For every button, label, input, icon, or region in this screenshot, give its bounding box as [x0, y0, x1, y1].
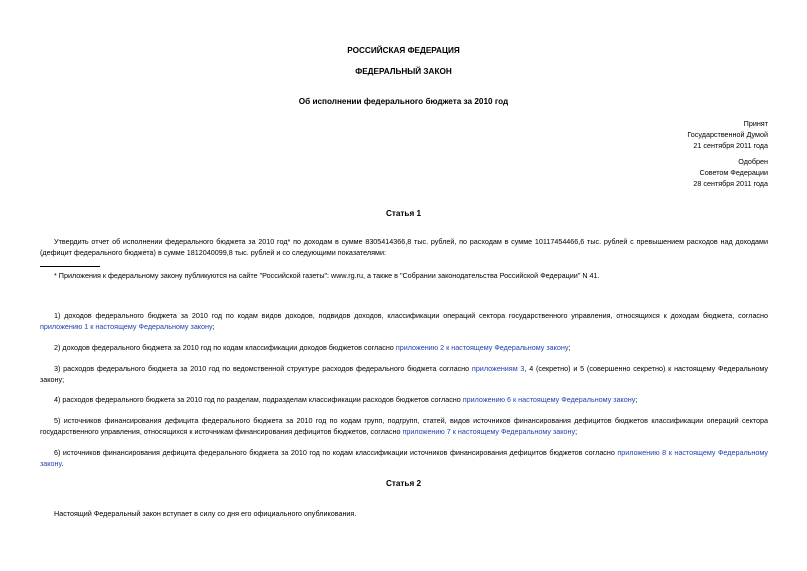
- footnote-separator: [40, 266, 100, 267]
- appendix-6-link[interactable]: приложению 6 к настоящему Федеральному закону: [462, 395, 636, 404]
- list-item: 4) расходов федерального бюджета за 2010 год по разделам, подразделам классификации расходов бюджетов согласно приложению 6 к настоящему Федеральному закону;: [54, 395, 638, 404]
- list-item: 5) источников финансирования дефицита федерального бюджета за 2010 год по кодам групп, подгрупп, статей, видов источников финансирования дефицитов бюджетов классификации операций сектора государственного управления, относящихся к источникам финансирования дефицитов бюджетов, согласно приложению 7 к настоящему Федеральному закону;: [40, 416, 768, 436]
- list-item: 2) доходов федерального бюджета за 2010 год по кодам классификации доходов бюджетов согласно приложению 2 к настоящему Федеральному закону;: [54, 343, 571, 352]
- article-2-text: Настоящий Федеральный закон вступает в силу со дня его официального опубликования.: [54, 509, 357, 518]
- accepted-line-2: Государственной Думой: [687, 130, 768, 139]
- appendix-3-link[interactable]: приложениям 3: [471, 364, 525, 373]
- list-item: 1) доходов федерального бюджета за 2010 год по кодам видов доходов, подвидов доходов, классификации операций сектора государственного управления, относящихся к доходам бюджета, согласно приложению 1 к настоящему Федеральному закону;: [40, 311, 768, 331]
- law-title: Об исполнении федерального бюджета за 2010 год: [298, 97, 509, 106]
- doc-type-heading: ФЕДЕРАЛЬНЫЙ ЗАКОН: [355, 67, 452, 76]
- accepted-line-3: 21 сентября 2011 года: [693, 141, 768, 150]
- approved-block: [693, 156, 768, 189]
- article-1-heading: Статья 1: [385, 209, 422, 218]
- list-item: 6) источников финансирования дефицита федерального бюджета за 2010 год по кодам классификации источников финансирования дефицитов бюджетов согласно приложению 8 к настоящему Федеральному закону.: [40, 448, 768, 468]
- list-item: 3) расходов федерального бюджета за 2010 год по ведомственной структуре расходов федерального бюджета согласно приложениям 3, 4 (секретно) и 5 (совершенно секретно) к настоящему Федеральному закону;: [40, 364, 768, 384]
- article-2-heading: Статья 2: [385, 479, 422, 488]
- appendix-1-link[interactable]: приложению 1 к настоящему Федеральному закону: [40, 322, 213, 331]
- accepted-line-1: Принят: [743, 119, 768, 128]
- approved-line-1: Одобрен: [738, 157, 768, 166]
- footnote: * Приложения к федеральному закону публикуются на сайте "Российской газеты": www.rg.ru, а также в "Собрании законодательства Российской Федерации" N 41.: [54, 271, 600, 280]
- approved-line-3: 28 сентября 2011 года: [693, 179, 768, 188]
- country-heading: РОССИЙСКАЯ ФЕДЕРАЦИЯ: [347, 46, 460, 55]
- approved-line-2: Советом Федерации: [699, 168, 768, 177]
- appendix-2-link[interactable]: приложению 2 к настоящему Федеральному закону: [395, 343, 569, 352]
- accepted-block: [687, 118, 768, 151]
- article-1-intro: Утвердить отчет об исполнении федерального бюджета за 2010 год* по доходам в сумме 8305414366,8 тыс. рублей, по расходам в сумме 10117454466,6 тыс. рублей с превышением расходов над доходами (дефицит федерального бюджета) в сумме 1812040099,8 тыс. рублей и со следующими показателями:: [40, 237, 768, 257]
- appendix-7-link[interactable]: приложению 7 к настоящему Федеральному закону: [402, 427, 576, 436]
- appendix-8-link[interactable]: приложению 8 к настоящему Федеральному закону: [40, 448, 768, 468]
